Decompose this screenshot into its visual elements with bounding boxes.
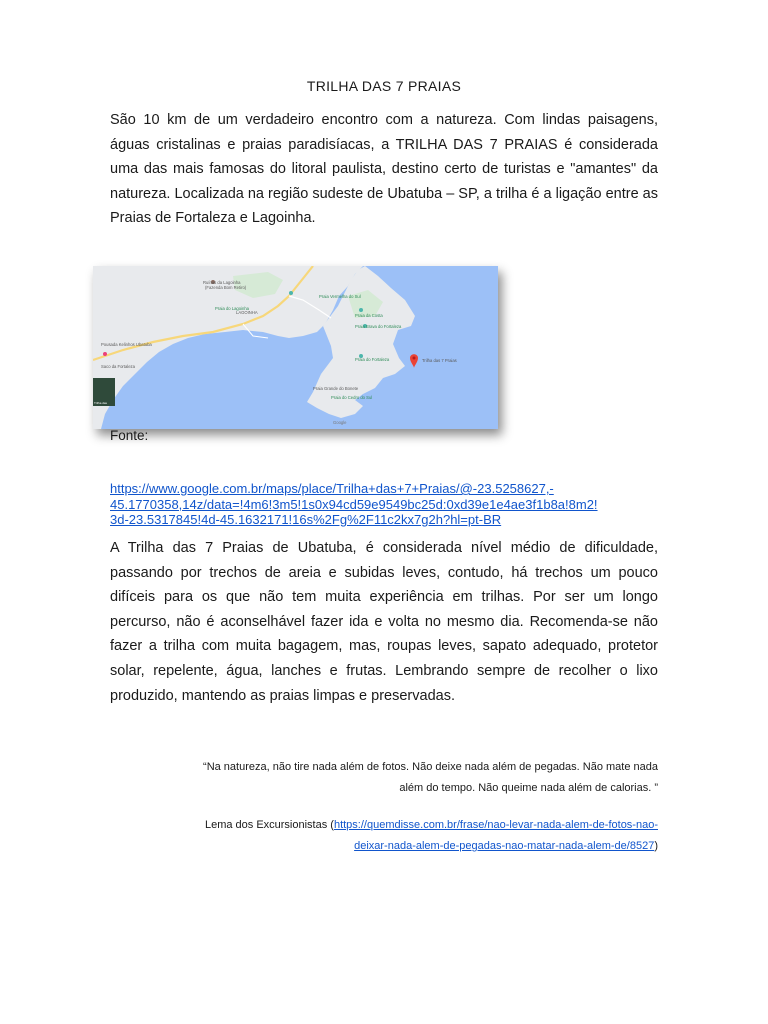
motto-link[interactable]: deixar-nada-alem-de-pegadas-nao-matar-nada-alem-de/8527 [354, 840, 655, 852]
body-paragraph: A Trilha das 7 Praias de Ubatuba, é considerada nível médio de dificuldade, passando por trechos de areia e subidas leves, contudo, há trechos um pouco difíceis para os que não tem muita experiência em trilhas. Por ser um longo percurso, não é aconselhável fazer ida e volta no mesmo dia. Recomenda-se não fazer a trilha com muita bagagem, mas, roupas leves, sapato adequado, protetor solar, repelente, água, lanches e frutas. Lembrando sempre de recolher o lixo produzido, mantendo as praias limpas e preservadas. [110, 540, 658, 704]
map-label: Praia Grande do Bonete [313, 386, 359, 391]
map-label: Praia Brava do Fortaleza [355, 324, 402, 329]
map-label: Pousada Kelinhos Ubatuba [101, 342, 152, 347]
map-label: Praia do Lagoinha [215, 306, 249, 311]
map-label: Saco da Fortaleza [101, 364, 135, 369]
map-label: Ruínas da Lagoinha [203, 280, 241, 285]
intro-paragraph: São 10 km de um verdadeiro encontro com a natureza. Com lindas paisagens, águas cristalinas e praias paradisíacas, a TRILHA DAS 7 PRAIAS é considerada uma das mais famosas do litoral paulista, destino certo de turistas e "amantes" da natureza. Localizada na região sudeste de Ubatuba – SP, a trilha é a ligação entre as Praias de Fortaleza e Lagoinha. [110, 112, 658, 227]
quote-block [110, 757, 658, 799]
motto-block [110, 815, 658, 857]
map-poi-marker [103, 352, 107, 356]
map-poi-marker [289, 291, 293, 295]
source-link-line[interactable]: https://www.google.com.br/maps/place/Trilha+das+7+Praias/@-23.5258627,- [110, 481, 554, 496]
source-label: Fonte: [110, 428, 149, 443]
source-link[interactable] [110, 481, 650, 528]
motto-prefix: Lema dos Excursionistas ( [204, 819, 334, 831]
map-label: Praia Vermelha do Sul [319, 294, 361, 299]
google-watermark: Google [333, 420, 347, 425]
motto-suffix: ) [654, 840, 658, 852]
source-link-line[interactable]: 45.1770358,14z/data=!4m6!3m5!1s0x94cd59e9549bc25d:0xd39e1e4ae3f1b8a!8m2! [110, 496, 598, 512]
source-link-line[interactable]: 3d-23.5317845!4d-45.1632171!16s%2Fg%2F11c2kx7g2h?hl=pt-BR [110, 512, 502, 527]
map-pin-label: Trilha das 7 Praias [422, 358, 457, 363]
map-label: (Fazenda Bom Retiro) [205, 285, 247, 290]
map-poi-marker [359, 308, 363, 312]
document-title: TRILHA DAS 7 PRAIAS [306, 78, 462, 94]
map-label: LAGOINHA [236, 310, 258, 315]
map-graphic [93, 266, 498, 429]
map-label: Praia do Cedro do Sul [331, 395, 373, 400]
map-thumbnail-label: Trilha das [94, 401, 108, 405]
motto-line-1 [110, 815, 658, 836]
motto-link[interactable]: https://quemdisse.com.br/frase/nao-levar-nada-alem-de-fotos-nao- [333, 819, 658, 831]
quote-line: além do tempo. Não queime nada além de calorias. ” [399, 782, 658, 794]
map-label: Praia da Costa [355, 313, 383, 318]
map-image [93, 266, 498, 429]
motto-line-2 [110, 836, 658, 857]
quote-line: “Na natureza, não tire nada além de fotos. Não deixe nada além de pegadas. Não mate nada [203, 761, 658, 773]
map-label: Praia do Fortaleza [355, 357, 390, 362]
